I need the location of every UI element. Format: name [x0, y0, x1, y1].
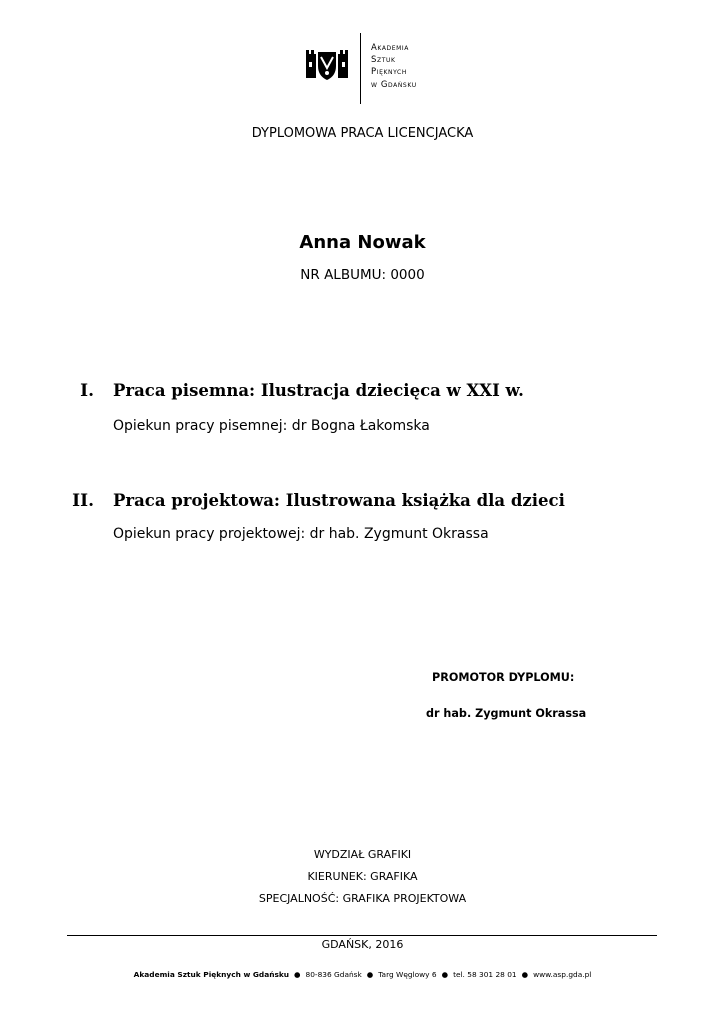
- section-title-written-work: Praca pisemna: Ilustracja dziecięca w XXI w.: [113, 381, 524, 400]
- author-name: Anna Nowak: [299, 232, 426, 253]
- footer-postal: 80-836 Gdańsk: [305, 970, 362, 979]
- footer-institution: Akademia Sztuk Pięknych w Gdańsku: [133, 970, 290, 979]
- bullet-separator: ●: [521, 970, 529, 979]
- section-supervisor-written-work: Opiekun pracy pisemnej: dr Bogna Łakomska: [113, 418, 430, 434]
- promotor-name: dr hab. Zygmunt Okrassa: [426, 707, 587, 720]
- wordmark-line-3: Pięknych: [371, 67, 407, 78]
- wordmark-line-4: w Gdańsku: [371, 79, 417, 90]
- wordmark-line-1: Akademia: [371, 43, 410, 53]
- field-of-study: KIERUNEK: GRAFIKA: [307, 870, 418, 883]
- footer-phone: tel. 58 301 28 01: [453, 970, 517, 979]
- footer-divider: [67, 935, 657, 936]
- place-and-year: GDAŃSK, 2016: [321, 938, 404, 951]
- document-type: DYPLOMOWA PRACA LICENCJACKA: [251, 126, 474, 141]
- bullet-separator: ●: [294, 970, 301, 979]
- academy-crest-icon: [304, 48, 350, 82]
- footer-street: Targ Węglowy 6: [378, 970, 437, 979]
- footer-contact: [0, 970, 725, 979]
- section-number: II.: [72, 491, 94, 511]
- section-title-project-work: Praca projektowa: Ilustrowana książka dla dzieci: [113, 491, 565, 510]
- wordmark-line-2: Sztuk: [371, 55, 396, 66]
- institution-wordmark: [371, 42, 417, 91]
- faculty: WYDZIAŁ GRAFIKI: [313, 848, 412, 861]
- section-number: I.: [80, 381, 94, 401]
- bullet-separator: ●: [366, 970, 374, 979]
- section-supervisor-project-work: Opiekun pracy projektowej: dr hab. Zygmunt Okrassa: [113, 526, 489, 542]
- promotor-label: PROMOTOR DYPLOMU:: [432, 671, 575, 684]
- specialty: SPECJALNOŚĆ: GRAFIKA PROJEKTOWA: [258, 892, 467, 905]
- album-number: NR ALBUMU: 0000: [300, 267, 425, 283]
- bullet-separator: ●: [441, 970, 449, 979]
- footer-website[interactable]: www.asp.gda.pl: [533, 970, 592, 979]
- logo-divider: [360, 33, 361, 104]
